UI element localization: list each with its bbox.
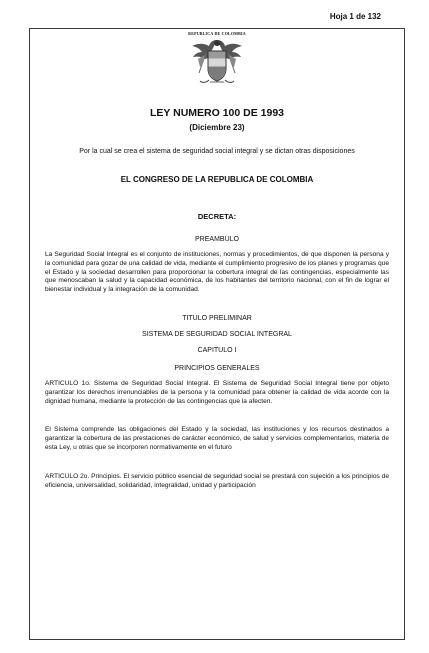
preamble-paragraph: La Seguridad Social Integral es el conjunto de instituciones, normas y procedimientos, de que disponen la persona y la comunidad para gozar de una calidad de vida, mediante el cumplimiento progresivo de los planes y programas que el Estado y la sociedad desarrollen para proporcionar la cobertura integral de las contingencias, especialmente las que menoscaban la salud y la capacidad económica, de los habitantes del territorio nacional, con el fin de lograr el bienestar individual y la integración de la comunidad. (45, 251, 389, 294)
page-counter: Hoja 1 de 132 (329, 12, 381, 21)
law-title: LEY NUMERO 100 DE 1993 (149, 107, 285, 119)
article-1-paragraph: ARTICULO 1o. Sistema de Seguridad Social Integral. El Sistema de Seguridad Social Integral tiene por objeto garantizar los derechos irrenunciables de la persona y la comunidad para obtener la calidad de vida acorde con la dignidad humana, mediante la protección de las contingencias que la afecten. (45, 379, 389, 405)
coat-of-arms-icon (188, 37, 246, 87)
titulo-heading: TITULO PRELIMINAR (182, 314, 252, 322)
capitulo-heading: CAPITULO I (197, 346, 237, 354)
article-2-paragraph: ARTICULO 2o. Principios. El servicio público esencial de seguridad social se prestará con sujeción a los principios de eficiencia, universalidad, solidaridad, integralidad, unidad y participación (45, 472, 389, 489)
document-content (45, 107, 389, 490)
law-subtitle: Por la cual se crea el sistema de seguridad social integral y se dictan otras disposiciones (79, 148, 355, 155)
sistema-paragraph: El Sistema comprende las obligaciones del Estado y la sociedad, las instituciones y los recursos destinados a garantizar la cobertura de las prestaciones de carácter económico, de salud y servicios complementarios, materia de esta Ley, u otras que se incorporen normativamente en el futuro (45, 426, 389, 451)
law-date: (Diciembre 23) (189, 123, 245, 132)
seal-label: REPUBLICA DE COLOMBIA (188, 31, 246, 36)
national-seal (30, 31, 404, 87)
congress-heading: EL CONGRESO DE LA REPUBLICA DE COLOMBIA (120, 175, 314, 184)
preamble-heading: PREAMBULO (195, 236, 239, 243)
decreta-heading: DECRETA: (197, 212, 237, 221)
sistema-heading: SISTEMA DE SEGURIDAD SOCIAL INTEGRAL (142, 330, 292, 338)
principios-heading: PRINCIPIOS GENERALES (174, 364, 260, 372)
document-page (29, 28, 405, 640)
